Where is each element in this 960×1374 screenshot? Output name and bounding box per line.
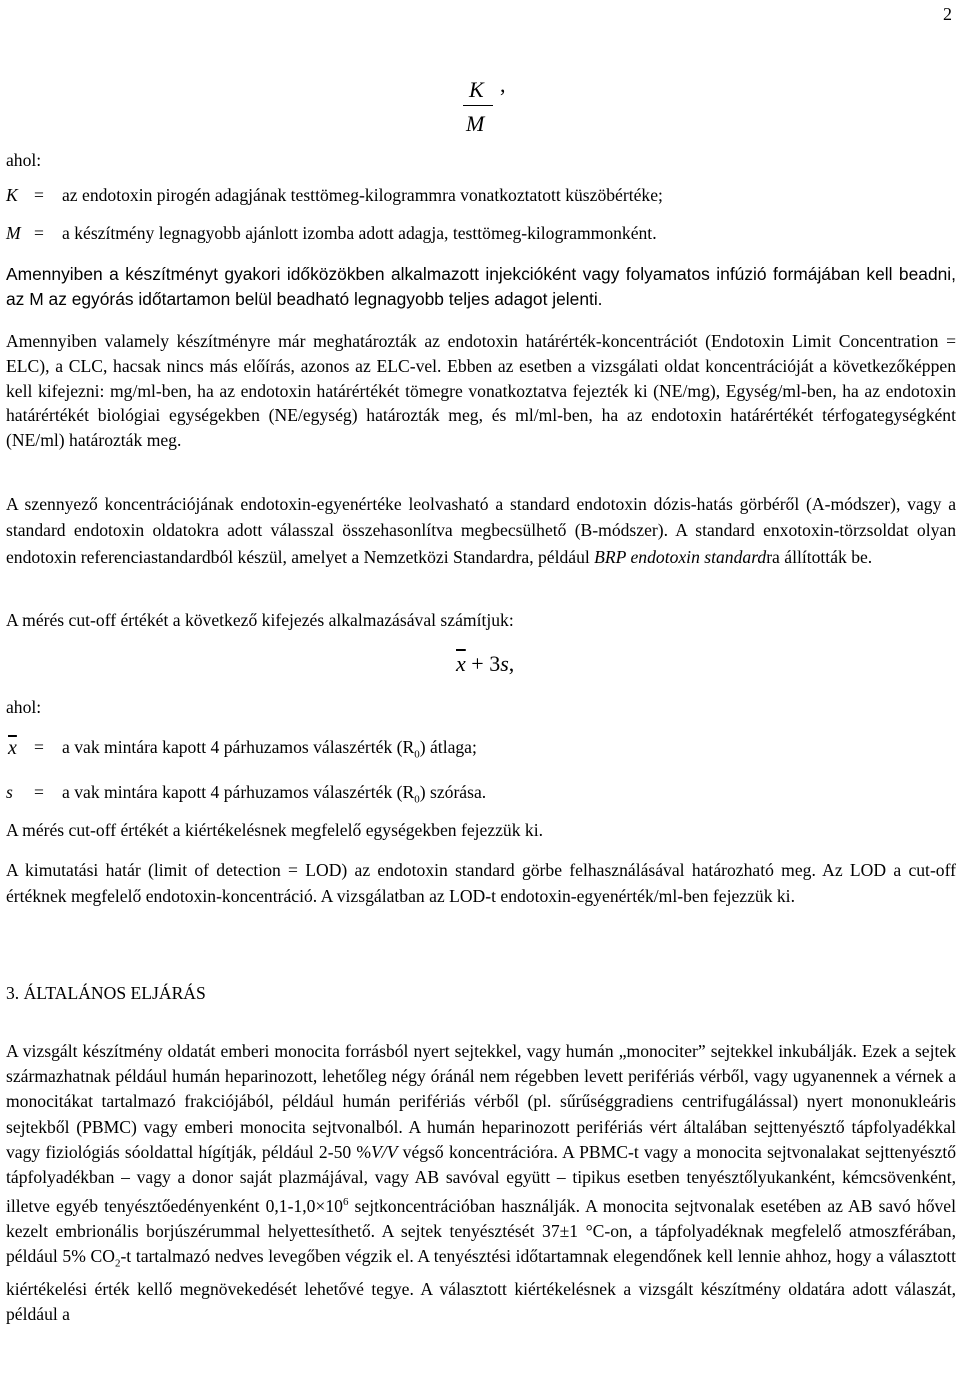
def-symbol-k: K: [6, 185, 18, 205]
def-eq-x: =: [34, 737, 44, 757]
paragraph-general-procedure: [6, 1039, 956, 1328]
formula-numerator: K: [469, 77, 484, 102]
def-text-x-sub: 0: [414, 748, 420, 761]
where-label-2: ahol:: [6, 697, 42, 717]
co2-subscript: 2: [114, 1258, 121, 1270]
formula-three: 3: [489, 651, 501, 676]
def-symbol-m: M: [6, 223, 21, 243]
def-text-m: a készítmény legnagyobb ajánlott izomba adott adagja, testtömeg-kilogrammonként.: [62, 223, 657, 243]
paragraph-endotoxin-equivalent: [6, 491, 956, 570]
def-text-s-sub: 0: [414, 793, 420, 806]
def-text-s-part2: ) szórása.: [419, 782, 487, 802]
formula-denominator: M: [466, 111, 485, 136]
where-label: ahol:: [6, 150, 42, 170]
formula-x-bar: $\overline{x}$: [456, 651, 466, 676]
formula-plus: +: [471, 651, 484, 676]
def-text-s: [62, 782, 486, 806]
paragraph-elc: Amennyiben valamely készítményre már meghatározták az endotoxin határérték-koncentrációt (Endotoxin Limit Concentration = ELC), a CLC, hacsak nincs más előírás, azonos az ELC-vel. Ebben az esetben a vizsgálati oldat koncentrációját a következőképpen kell kifejezni: mg/ml-ben, ha az endotoxin határértékét tömegre vonatkoztatva fejezték ki (NE/mg), Egység/ml-ben, ha az endotoxin határértékét biológiai egységekben (NE/egység) határozták meg, és ml/ml-ben, ha az endotoxin határértékét térfogategységként (NE/ml) határozták meg.: [6, 331, 956, 451]
general-procedure-part3: sejtkoncentrációban használják. A monocita sejtvonalak esetében az AB savó hővel kezelt embrionális borjúszérummal helyettesíthető. A sejtek tenyésztését 37±1 °C-on, a tápfolyadéknak megfelelő atmoszférában, például 5% CO: [6, 1196, 956, 1267]
general-procedure-part1: A vizsgált készítmény oldatát emberi monocita forrásból nyert sejtekkel, vagy humán „monociter” sejtekkel inkubálják. Ezek a sejtek származhatnak például humán heparinozott, lehetőleg négy óránál nem régebben levett perifériás vérből, vagy ugyanennek a vérnek a monocitákat tartalmazó frakciójából, például humán perifériás vérből (pl. sűrűséggradiens centrifugálással) nyert mononukleáris sejtekből (PBMC) vagy emberi monocita sejtvonalból. A humán heparinozott perifériás vért általában sejttenyésztő tápfolyadékkal vagy fiziológiás sóoldattal hígítják, például 2-50 %: [6, 1041, 956, 1162]
formula-comma: ,: [500, 72, 506, 97]
def-text-x: [62, 737, 477, 761]
def-symbol-x: $\overline{x}$: [8, 737, 17, 759]
fraction-bar: [463, 105, 493, 106]
paragraph-cutoff-units: A mérés cut-off értékét a kiértékelésnek megfelelő egységekben fejezzük ki.: [6, 820, 544, 840]
def-symbol-s: s: [6, 782, 13, 802]
section-heading: 3. ÁLTALÁNOS ELJÁRÁS: [6, 983, 206, 1003]
def-eq-k: =: [34, 185, 44, 205]
formula-s: s: [500, 651, 509, 676]
paragraph-infusion: Amennyiben a készítményt gyakori időközökben alkalmazott injekcióként vagy folyamatos infúzió formájában kell beadni, az M az egyórás időtartamon belül beadható legnagyobb teljes adagot jelenti.: [6, 264, 956, 309]
def-text-k: az endotoxin pirogén adagjának testtömeg-kilogrammra vonatkoztatott küszöbértéke;: [62, 185, 663, 205]
paragraph-endotoxin-equivalent-text: A szennyező koncentrációjának endotoxin-egyenértéke leolvasható a standard endotoxin dózis-hatás görbéről (A-módszer), vagy a standard endotoxin oldatokra adott válasszal összehasonlítva megbecsülhető (B-módszer). A standard enxotoxin-törzsoldat olyan endotoxin referenciastandardból készül, amelyet a Nemzetközi Standardra, például: [6, 494, 956, 567]
paragraph-endotoxin-equivalent-end: ra állították be.: [766, 546, 873, 567]
formula-comma-2: ,: [508, 651, 515, 676]
paragraph-lod: A kimutatási határ (limit of detection = LOD) az endotoxin standard görbe felhasználásával határozható meg. Az LOD a cut-off értéknek megfelelő endotoxin-koncentráció. A vizsgálatban az LOD-t endotoxin-egyenérték/ml-ben fejezzük ki.: [6, 860, 956, 906]
exponent: 6: [342, 1196, 349, 1209]
def-text-x-part1: a vak mintára kapott 4 párhuzamos válaszérték (R: [62, 737, 415, 757]
def-eq-m: =: [34, 223, 44, 243]
general-procedure-part2: végső koncentrációra. A PBMC-t vagy a monocita sejtvonalakat sejttenyésztő tápfolyadékban – vagy a donor saját plazmájával, vagy AB savóval együtt – tipikus esetben tenyésztőlyukanként, kémcsövenként, illetve egyéb tenyésztőedényenként 0,1-1,0×10: [6, 1141, 957, 1217]
page-number: 2: [943, 4, 952, 24]
def-text-s-part1: a vak mintára kapott 4 párhuzamos válaszérték (R: [62, 782, 415, 802]
brp-standard: BRP endotoxin standard: [594, 546, 767, 567]
paragraph-cutoff-intro: A mérés cut-off értékét a következő kifejezés alkalmazásával számítjuk:: [6, 610, 514, 630]
general-procedure-part4: -t tartalmazó nedves levegőben végzik el. A tenyésztési időtartamnak elegendőnek kell lennie ahhoz, hogy a választott kiértékelési érték kellő megnövekedését lehetővé tegye. A választott kiértékelésnek a vizsgált készítmény oldatára adott válaszát, például a: [6, 1246, 956, 1325]
formula-cutoff: [456, 651, 514, 677]
volume-ratio: V/V: [371, 1141, 398, 1162]
def-text-x-part2: ) átlaga;: [419, 737, 477, 757]
def-eq-s: =: [34, 782, 44, 802]
